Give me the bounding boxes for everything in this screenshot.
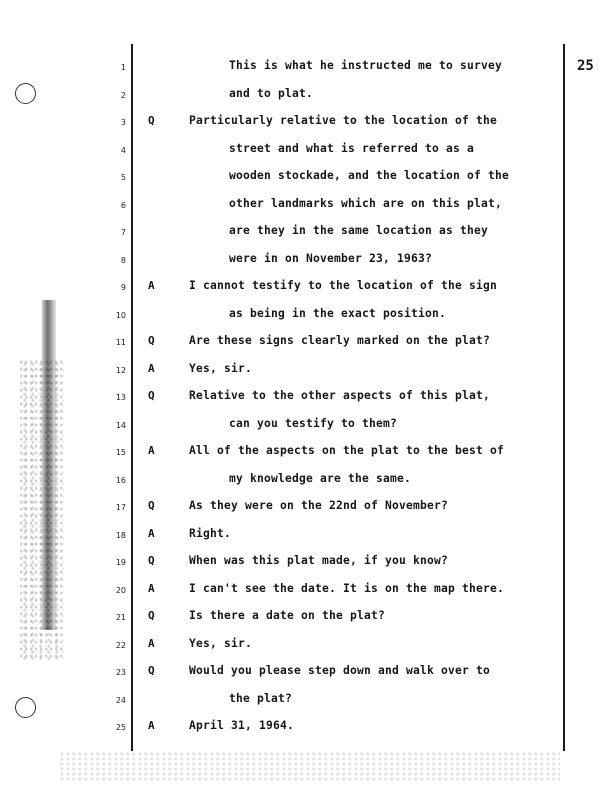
line-text: my knowledge are the same. <box>229 471 412 485</box>
transcript-line <box>0 554 612 581</box>
line-number: 17 <box>115 503 126 512</box>
speaker-label: Q <box>148 609 155 622</box>
line-text: can you testify to them? <box>229 416 398 430</box>
line-text: When was this plat made, if you know? <box>189 554 449 567</box>
line-number: 24 <box>115 695 126 705</box>
line-number: 13 <box>115 393 126 402</box>
transcript-line <box>0 417 612 444</box>
line-text: Relative to the other aspects of this plat, <box>189 389 491 402</box>
transcript-line <box>0 582 612 609</box>
line-text: Yes, sir. <box>189 636 253 650</box>
transcript-line <box>0 664 612 691</box>
line-text: the plat? <box>229 691 293 705</box>
line-text: All of the aspects on the plat to the best of <box>189 444 505 457</box>
transcript-line <box>0 87 612 114</box>
speaker-label: Q <box>148 334 155 347</box>
line-text: I can't see the date. It is on the map there. <box>189 581 505 595</box>
line-number: 23 <box>115 668 126 677</box>
line-number: 8 <box>120 255 126 265</box>
line-text: I cannot testify to the location of the sign <box>189 279 498 292</box>
transcript-line <box>0 252 612 279</box>
line-text: other landmarks which are on this plat, <box>229 196 503 210</box>
line-number: 12 <box>115 365 126 375</box>
line-text: are they in the same location as they <box>229 224 489 237</box>
transcript-line <box>0 472 612 499</box>
line-number: 20 <box>115 585 126 595</box>
transcript-line <box>0 224 612 251</box>
speaker-label: A <box>148 719 155 732</box>
speaker-label: Q <box>148 664 155 677</box>
line-number: 1 <box>120 63 126 72</box>
line-text: Right. <box>189 526 232 540</box>
speaker-label: Q <box>148 114 155 127</box>
line-number: 22 <box>115 640 126 650</box>
line-number: 21 <box>115 613 126 622</box>
line-number: 18 <box>115 530 126 540</box>
line-text: street and what is referred to as a <box>229 141 475 155</box>
line-number: 11 <box>115 338 126 347</box>
line-number: 19 <box>115 558 126 567</box>
line-number: 2 <box>120 90 126 100</box>
line-number: 3 <box>120 118 126 127</box>
transcript-line <box>0 362 612 389</box>
line-text: Would you please step down and walk over to <box>189 664 491 677</box>
transcript-line <box>0 114 612 141</box>
line-text: wooden stockade, and the location of the <box>229 169 510 182</box>
transcript-line <box>0 609 612 636</box>
speaker-label: Q <box>148 499 155 512</box>
line-number: 4 <box>120 145 126 155</box>
line-text: As they were on the 22nd of November? <box>189 499 449 512</box>
transcript-line <box>0 637 612 664</box>
line-number: 14 <box>115 420 126 430</box>
line-number: 5 <box>120 173 126 182</box>
transcript-line <box>0 142 612 169</box>
line-number: 6 <box>120 200 126 210</box>
transcript-line <box>0 499 612 526</box>
page-number: 25 <box>577 58 594 74</box>
transcript-line <box>0 59 612 86</box>
line-number: 7 <box>120 228 126 237</box>
transcript-line <box>0 527 612 554</box>
transcript-line <box>0 197 612 224</box>
transcript-line <box>0 444 612 471</box>
line-number: 16 <box>115 475 126 485</box>
line-number: 15 <box>115 448 126 457</box>
line-number: 9 <box>120 283 126 292</box>
line-text: as being in the exact position. <box>229 306 447 320</box>
line-text: Yes, sir. <box>189 361 253 375</box>
speaker-label: A <box>148 526 155 540</box>
line-text: were in on November 23, 1963? <box>229 251 433 265</box>
speaker-label: Q <box>148 389 155 402</box>
line-number: 10 <box>115 310 126 320</box>
transcript-line <box>0 307 612 334</box>
line-text: Are these signs clearly marked on the plat? <box>189 334 491 347</box>
scan-bottom-noise <box>60 752 560 782</box>
line-text: Particularly relative to the location of the <box>189 114 498 127</box>
speaker-label: A <box>148 279 155 292</box>
speaker-label: Q <box>148 554 155 567</box>
speaker-label: A <box>148 444 155 457</box>
transcript-line <box>0 719 612 746</box>
transcript-line <box>0 389 612 416</box>
transcript-line <box>0 334 612 361</box>
transcript-line <box>0 169 612 196</box>
speaker-label: A <box>148 361 155 375</box>
line-text: This is what he instructed me to survey <box>229 59 503 72</box>
line-number: 25 <box>115 723 126 732</box>
transcript-line <box>0 692 612 719</box>
transcript-line <box>0 279 612 306</box>
speaker-label: A <box>148 581 155 595</box>
line-text: Is there a date on the plat? <box>189 609 386 622</box>
line-text: April 31, 1964. <box>189 719 295 732</box>
line-text: and to plat. <box>229 86 314 100</box>
speaker-label: A <box>148 636 155 650</box>
